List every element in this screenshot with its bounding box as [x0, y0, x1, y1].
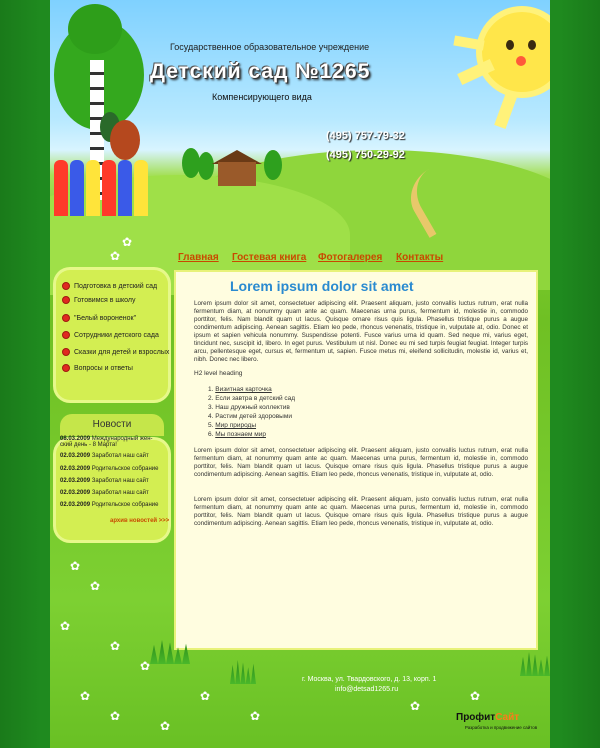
flower-icon: ✿ — [122, 235, 133, 249]
phone-1: (495) 757-79-32 — [326, 130, 405, 142]
footer-address: г. Москва, ул. Твардовского, д. 13, корп. 1 — [302, 676, 437, 683]
h2-heading: H2 level heading — [194, 370, 243, 377]
flower-icon: ✿ — [110, 709, 121, 723]
nav-gallery[interactable]: Фотогалерея — [318, 252, 383, 263]
paragraph-1: Lorem ipsum dolor sit amet, consectetuer adipiscing elit. Praesent aliquam, justo convallis luctus rutrum, erat nulla fermentum diam, at nonummy quam ante ac quam. Maecenas urna purus, fermentum id, molestie in, commodo porttitor, felis. Nam blandit quam ut lacus. Quisque ornare risus quis ligula. Phasellus tristique purus a augue condimentum adipiscing. Aenean sagittis. Etiam leo pede, rhoncus venenatis, tristique in, vulputate at, odio. Donec et ipsum et sapien vehicula nonummy. Suspendisse potenti. Fusce varius urna id quam. Sed neque mi, varius eget, tincidunt nec, suscipit id, libero. In eget purus. Vestibulum ut nisl. Donec eu mi sed turpis feugiat feugiat. Integer turpis arcu, pellentesque eget, cursus et, fermentum ut, sapien. Fusce metus mi, eleifend sollicitudin, molestie id, varius et, nibh. Donec nec libero. — [194, 300, 528, 363]
news-text: Родительское собрание — [91, 466, 159, 472]
news-item[interactable] — [60, 478, 164, 484]
site-subtitle: Компенсирующего вида — [212, 92, 312, 102]
bullet-icon — [62, 348, 70, 356]
tree-crown — [68, 4, 122, 54]
list-text: Если завтра в детский сад — [215, 395, 296, 402]
news-date: 02.03.2009 — [60, 466, 91, 472]
brand-part-a: Профит — [456, 712, 496, 723]
flower-icon: ✿ — [200, 689, 211, 703]
bullet-icon — [62, 331, 70, 339]
flower-icon: ✿ — [60, 619, 71, 633]
house-icon — [218, 162, 256, 186]
news-date: 02.03.2009 — [60, 478, 91, 484]
news-item[interactable] — [60, 436, 164, 448]
sun-ray — [453, 35, 484, 50]
news-date: 02.03.2009 — [60, 453, 91, 459]
list-item[interactable]: 1. Визитная карточка — [208, 386, 272, 393]
news-date: 02.03.2009 — [60, 502, 91, 508]
fence-plank — [70, 160, 84, 216]
phone-2: (495) 750-29-92 — [326, 149, 405, 161]
footer-email[interactable]: info@detsad1265.ru — [335, 686, 399, 693]
fence-plank — [54, 160, 68, 216]
bullet-icon — [62, 296, 70, 304]
rooster-icon — [110, 120, 140, 160]
sidebar-item[interactable] — [62, 282, 157, 290]
sun-icon — [482, 12, 550, 92]
news-title: Новости — [60, 414, 164, 436]
tree — [264, 150, 282, 180]
paragraph-3: Lorem ipsum dolor sit amet, consectetuer adipiscing elit. Praesent aliquam, justo convallis luctus rutrum, erat nulla fermentum diam, at nonummy quam ante ac quam. Maecenas urna purus, fermentum id, molestie in, commodo porttitor, felis. Nam blandit quam ut lacus. Quisque ornare risus quis ligula. Phasellus tristique purus a augue condimentum adipiscing. Aenean sagittis. Etiam leo pede, rhoncus venenatis, tristique in, vulputate at, odio. — [194, 496, 528, 527]
news-text: Заработал наш сайт — [91, 478, 149, 484]
list-item[interactable]: 6. Мы познаем мир — [208, 431, 266, 438]
bullet-icon — [62, 314, 70, 322]
news-text: Международный жен-ский день - 8 Марта! — [60, 436, 153, 448]
sidebar-item-label: Подготовка в детский сад — [74, 282, 158, 290]
paragraph-2: Lorem ipsum dolor sit amet, consectetuer adipiscing elit. Praesent aliquam, justo convallis luctus rutrum, erat nulla fermentum diam, at nonummy quam ante ac quam. Maecenas urna purus, fermentum id, molestie in, commodo porttitor, felis. Nam blandit quam ut lacus. Quisque ornare risus quis ligula. Phasellus tristique purus a augue condimentum adipiscing. Aenean sagittis. Etiam leo pede, rhoncus venenatis, tristique in, vulputate at, odio. — [194, 447, 528, 478]
sidebar-item-label: "Белый вороненок" — [74, 314, 137, 322]
sidebar-item[interactable] — [62, 348, 169, 356]
sidebar-item[interactable] — [62, 314, 136, 322]
sidebar-item[interactable] — [62, 364, 133, 372]
news-date: 02.03.2009 — [60, 490, 91, 496]
list-link[interactable]: Визитная карточка — [215, 386, 272, 393]
brand-tagline: Разработка и продвижение сайтов — [464, 725, 538, 730]
sidebar-item-label: Сказки для детей и взрослых — [74, 348, 170, 356]
nav-guestbook[interactable]: Гостевая книга — [232, 252, 307, 263]
flower-icon: ✿ — [70, 559, 81, 573]
sidebar-item[interactable] — [62, 331, 159, 339]
bullet-icon — [62, 364, 70, 372]
flower-icon: ✿ — [140, 659, 151, 673]
fence-plank — [102, 160, 116, 216]
sidebar-item-label: Вопросы и ответы — [74, 364, 133, 372]
nav-home[interactable]: Главная — [178, 252, 219, 263]
list-item: 2. Если завтра в детский сад — [208, 395, 296, 402]
bullet-icon — [62, 282, 70, 290]
flower-icon: ✿ — [470, 689, 481, 703]
org-name: Государственное образовательное учреждение — [170, 42, 370, 52]
fence-plank — [86, 160, 100, 216]
flower-icon: ✿ — [250, 709, 261, 723]
list-link[interactable]: Мир природы — [215, 422, 257, 429]
news-archive-link[interactable]: архив новостей >>> — [110, 518, 170, 524]
site-title[interactable]: Детский сад №1265 — [150, 60, 371, 83]
flower-icon: ✿ — [110, 639, 121, 653]
list-link[interactable]: Мы познаем мир — [215, 431, 266, 438]
list-item[interactable]: 5. Мир природы — [208, 422, 257, 429]
list-text: Растим детей здоровыми — [215, 413, 292, 420]
news-item[interactable] — [60, 466, 164, 472]
fence-plank — [118, 160, 132, 216]
fence-plank — [134, 160, 148, 216]
sun-ray — [457, 59, 495, 85]
flower-icon: ✿ — [110, 249, 121, 263]
news-text: Заработал наш сайт — [91, 453, 149, 459]
sun-nose — [516, 56, 526, 66]
flower-icon: ✿ — [410, 699, 421, 713]
list-item: 3. Наш дружный коллектив — [208, 404, 290, 411]
sidebar-item-label: Готовимся в школу — [74, 296, 136, 304]
brand-part-b: Сайт — [495, 712, 520, 723]
page-title: Lorem ipsum dolor sit amet — [230, 278, 414, 294]
nav-contacts[interactable]: Контакты — [396, 252, 444, 263]
news-item[interactable] — [60, 453, 164, 459]
sun-eye — [506, 40, 514, 50]
news-text: Родительское собрание — [91, 502, 159, 508]
list-text: Наш дружный коллектив — [215, 404, 290, 411]
news-date: 08.03.2009 — [60, 436, 91, 442]
list-item: 4. Растим детей здоровыми — [208, 413, 292, 420]
news-text: Заработал наш сайт — [91, 490, 149, 496]
brand-logo[interactable] — [456, 712, 519, 723]
flower-icon: ✿ — [90, 579, 101, 593]
sun-eye — [528, 40, 536, 50]
sidebar-item-label: Сотрудники детского сада — [74, 331, 159, 339]
sun-ray — [494, 91, 518, 129]
news-item[interactable] — [60, 502, 164, 508]
sidebar-item[interactable] — [62, 296, 136, 304]
flower-icon: ✿ — [80, 689, 91, 703]
flower-icon: ✿ — [160, 719, 171, 733]
news-item[interactable] — [60, 490, 164, 496]
